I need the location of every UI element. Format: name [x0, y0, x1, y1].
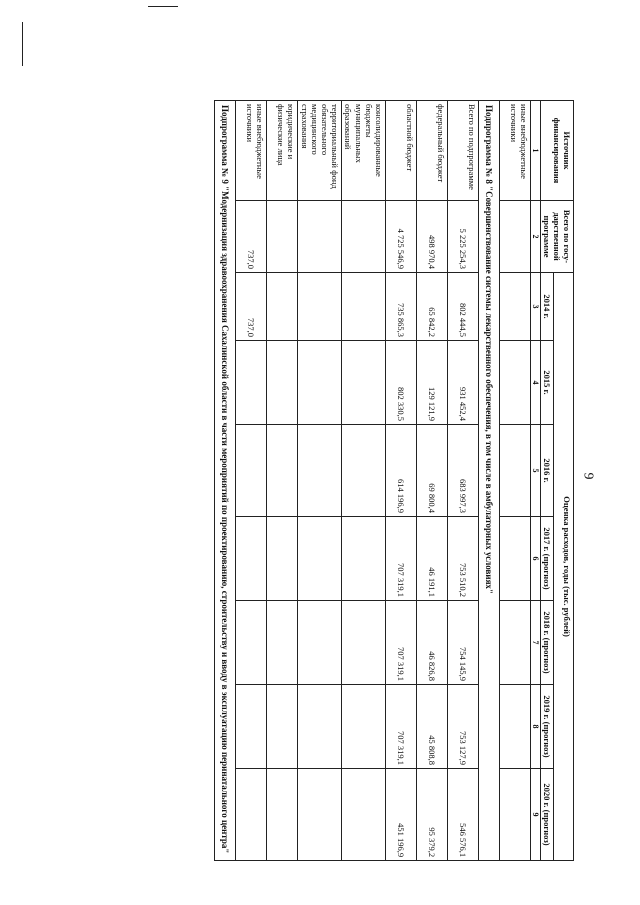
page-number: 9: [580, 472, 596, 480]
header-year: 2014 г.: [541, 273, 554, 341]
cell-value: 707 319,1: [386, 517, 417, 601]
cell-value: [298, 769, 342, 861]
cell-value: 753 510,2: [448, 517, 479, 601]
cell-value: [298, 601, 342, 685]
cell-value: [298, 201, 342, 273]
header-source: Источник финансирования: [541, 101, 574, 201]
cell-value: [500, 517, 531, 601]
cell-value: [236, 341, 267, 425]
cell-value: 802 330,5: [386, 341, 417, 425]
cell-value: [342, 341, 386, 425]
cell-value: [500, 273, 531, 341]
cell-value: [236, 685, 267, 769]
cell-value: [267, 769, 298, 861]
row-label: юридические и физические лица: [267, 101, 298, 201]
subprogram-8-title: Подпрограмма № 8 "Совершенствование системы лекарственного обеспечения, в том числе в амбулаторных условиях": [479, 101, 500, 861]
cell-value: 69 800,4: [417, 425, 448, 517]
subprogram-9-title: Подпрограмма № 9 "Модернизация здравоохранения Сахалинской области в части мероприятий по проектированию, строительству и вводу в эксплуатацию перинатального центра": [215, 101, 236, 861]
cell-value: [342, 685, 386, 769]
row-label: территориальный фонд обязательного медицинского страхования: [298, 101, 342, 201]
cell-value: 802 444,5: [448, 273, 479, 341]
row-label: консолидированные бюджеты муниципальных образований: [342, 101, 386, 201]
cell-value: 45 808,8: [417, 685, 448, 769]
cell-value: 737,0: [236, 201, 267, 273]
header-year: 2019 г. (прогноз): [541, 685, 554, 769]
cell-value: [342, 273, 386, 341]
cell-value: 46 191,1: [417, 517, 448, 601]
scan-mark-top: [148, 6, 178, 7]
cell-value: 129 121,9: [417, 341, 448, 425]
header-year: 2020 г. (прогноз): [541, 769, 554, 861]
table-row: [500, 101, 531, 861]
column-number: 6: [531, 517, 541, 601]
cell-value: 753 127,9: [448, 685, 479, 769]
column-number: 3: [531, 273, 541, 341]
row-label: иные внебюджетные источники: [236, 101, 267, 201]
cell-value: [500, 425, 531, 517]
cell-value: [267, 601, 298, 685]
cell-value: 614 196,9: [386, 425, 417, 517]
header-year: 2015 г.: [541, 341, 554, 425]
cell-value: [342, 201, 386, 273]
cell-value: 707 319,1: [386, 685, 417, 769]
cell-value: [267, 341, 298, 425]
cell-value: [267, 517, 298, 601]
header-year: 2017 г. (прогноз): [541, 517, 554, 601]
cell-value: 546 576,1: [448, 769, 479, 861]
cell-value: 737,0: [236, 273, 267, 341]
column-number: 7: [531, 601, 541, 685]
cell-value: [236, 425, 267, 517]
header-estimate-group: Оценка расходов, годы (тыс. рублей): [554, 273, 574, 861]
rotated-table-region: [124, 100, 574, 860]
cell-value: [500, 601, 531, 685]
cell-value: [298, 685, 342, 769]
cell-value: [267, 425, 298, 517]
cell-value: 683 997,3: [448, 425, 479, 517]
cell-value: [236, 601, 267, 685]
cell-value: [500, 769, 531, 861]
header-year: 2018 г. (прогноз): [541, 601, 554, 685]
cell-value: 4 725 546,9: [386, 201, 417, 273]
cell-value: [236, 517, 267, 601]
column-number: 4: [531, 341, 541, 425]
cell-value: 5 225 254,3: [448, 201, 479, 273]
table-row: [386, 101, 417, 861]
table-row: [342, 101, 386, 861]
table-row: [298, 101, 342, 861]
cell-value: [267, 273, 298, 341]
column-number: 8: [531, 685, 541, 769]
cell-value: [500, 341, 531, 425]
cell-value: [500, 685, 531, 769]
row-label: областной бюджет: [386, 101, 417, 201]
cell-value: [236, 769, 267, 861]
column-number: 5: [531, 425, 541, 517]
cell-value: 498 970,4: [417, 201, 448, 273]
scan-mark-left-line: [22, 22, 23, 66]
expenditure-table: [215, 100, 575, 861]
header-year: 2016 г.: [541, 425, 554, 517]
cell-value: [500, 201, 531, 273]
row-label: федеральный бюджет: [417, 101, 448, 201]
row-label: иные внебюджетные источники: [500, 101, 531, 201]
cell-value: [298, 517, 342, 601]
cell-value: 754 145,9: [448, 601, 479, 685]
cell-value: [342, 425, 386, 517]
cell-value: [298, 273, 342, 341]
header-total: Всего по госу-дарственной программе: [541, 201, 574, 273]
table-row: [236, 101, 267, 861]
cell-value: [298, 341, 342, 425]
cell-value: 735 865,3: [386, 273, 417, 341]
cell-value: 95 379,2: [417, 769, 448, 861]
cell-value: [267, 201, 298, 273]
cell-value: [342, 601, 386, 685]
column-number: 2: [531, 201, 541, 273]
cell-value: 931 452,4: [448, 341, 479, 425]
cell-value: [342, 517, 386, 601]
cell-value: 46 826,8: [417, 601, 448, 685]
table-row: [267, 101, 298, 861]
cell-value: [267, 685, 298, 769]
cell-value: 65 842,2: [417, 273, 448, 341]
column-number: 1: [531, 101, 541, 201]
table-row: [417, 101, 448, 861]
row-label: Всего по подпрограмме: [448, 101, 479, 201]
cell-value: 707 319,1: [386, 601, 417, 685]
cell-value: 451 196,9: [386, 769, 417, 861]
cell-value: [342, 769, 386, 861]
cell-value: [298, 425, 342, 517]
column-number: 9: [531, 769, 541, 861]
table-row: [448, 101, 479, 861]
